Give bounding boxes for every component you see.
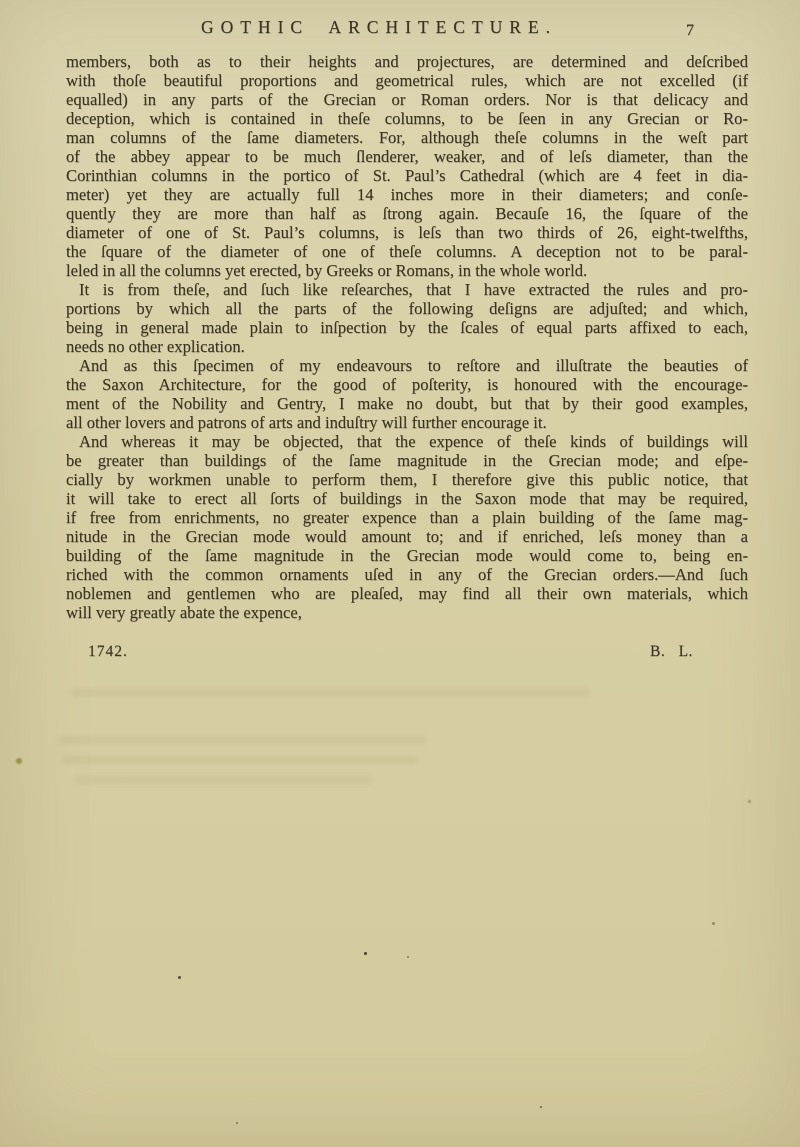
text-line: being in general made plain to inſpection by the ſcales of equal parts affixed to each, [66, 318, 748, 337]
text-line: needs no other explication. [66, 337, 245, 356]
ink-speck [236, 1122, 238, 1124]
text-line: noblemen and gentlemen who are pleaſed, may find all their own materials, which [66, 584, 748, 603]
text-line: with thoſe beautiful proportions and geometrical rules, which are not excelled (if [66, 71, 748, 90]
footer [0, 643, 800, 665]
text-line: the ſquare of the diameter of one of theſe columns. A deception not to be paral- [66, 242, 748, 261]
text-line: will very greatly abate the expence, [66, 603, 302, 622]
text-line: members, both as to their heights and projectures, are determined and deſcribed [66, 52, 748, 71]
text-line: cially by workmen unable to perform them, I therefore give this public notice, that [66, 470, 748, 489]
ink-speck [540, 1106, 542, 1108]
body-text [66, 52, 748, 622]
paragraph [66, 52, 748, 280]
signature-initials: B. L. [650, 643, 693, 660]
text-line: Corinthian columns in the portico of St. Paul’s Cathedral (which are 4 feet in dia- [66, 166, 748, 185]
text-line: deception, which is contained in theſe columns, to be ſeen in any Grecian or Ro- [66, 109, 748, 128]
text-line: nitude in the Grecian mode would amount to; and if enriched, leſs money than a [66, 527, 748, 546]
ink-speck [16, 758, 22, 764]
text-line: of the abbey appear to be much ſlenderer, weaker, and of leſs diameter, than the [66, 147, 748, 166]
text-line: riched with the common ornaments uſed in any of the Grecian orders.—And ſuch [66, 565, 748, 584]
text-line: It is from theſe, and ſuch like reſearches, that I have extracted the rules and pro- [79, 280, 748, 299]
text-line: if free from enrichments, no greater expence than a plain building of the ſame mag- [66, 508, 748, 527]
show-through-smudge [76, 776, 372, 784]
paragraph [66, 280, 748, 356]
text-line: be greater than buildings of the ſame magnitude in the Grecian mode; and eſpe- [66, 451, 748, 470]
text-line: ment of the Nobility and Gentry, I make no doubt, but that by their good examples, [66, 394, 748, 413]
text-line: quently they are more than half as ſtrong again. Becauſe 16, the ſquare of the [66, 204, 748, 223]
text-line: diameter of one of St. Paul’s columns, is leſs than two thirds of 26, eight-twelfths, [66, 223, 748, 242]
show-through-smudge [58, 736, 426, 744]
text-line: building of the ſame magnitude in the Grecian mode would come to, being en- [66, 546, 748, 565]
text-line: man columns of the ſame diameters. For, although theſe columns in the weſt part [66, 128, 748, 147]
text-line: leled in all the columns yet erected, by Greeks or Romans, in the whole world. [66, 261, 588, 280]
page-number: 7 [686, 22, 694, 39]
text-line: all other lovers and patrons of arts and induſtry will further encourage it. [66, 413, 547, 432]
ink-speck [364, 952, 367, 955]
text-line: equalled) in any parts of the Grecian or Roman orders. Nor is that delicacy and [66, 90, 748, 109]
paragraph [66, 356, 748, 432]
text-line: it will take to erect all ſorts of buildings in the Saxon mode that may be required, [66, 489, 748, 508]
date-line: 1742. [88, 643, 128, 660]
ink-speck [748, 800, 751, 803]
show-through-smudge [62, 756, 418, 764]
ink-speck [407, 956, 409, 958]
show-through-smudge [70, 688, 590, 697]
text-line: And as this ſpecimen of my endeavours to reſtore and illuſtrate the beauties of [79, 356, 748, 375]
ink-speck [712, 922, 715, 925]
text-line: portions by which all the parts of the following deſigns are adjuſted; and which, [66, 299, 748, 318]
page-title: GOTHIC ARCHITECTURE. [200, 17, 558, 37]
ink-speck [178, 976, 181, 979]
text-line: meter) yet they are actually full 14 inches more in their diameters; and conſe- [66, 185, 748, 204]
text-line: the Saxon Architecture, for the good of poſterity, is honoured with the encourage- [66, 375, 748, 394]
paragraph [66, 432, 748, 622]
text-line: And whereas it may be objected, that the expence of theſe kinds of buildings will [79, 432, 748, 451]
running-header [0, 17, 800, 43]
